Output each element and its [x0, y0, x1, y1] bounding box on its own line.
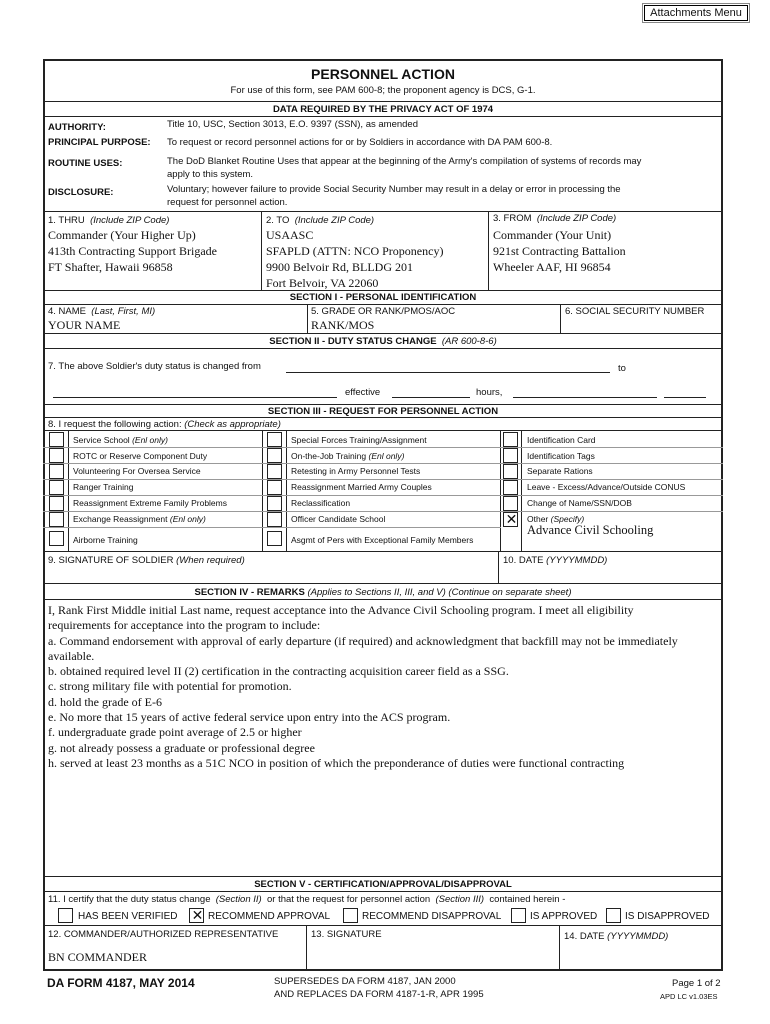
grade-field[interactable]: RANK/MOS	[311, 318, 375, 332]
option-label: Reassignment Married Army Couples	[291, 482, 432, 492]
request-line: 8. I request the following action: (Check as appropriate)	[48, 419, 281, 430]
checkbox-recommend-approval[interactable]	[189, 908, 204, 923]
page-number: Page 1 of 2	[672, 978, 721, 989]
remarks-line: requirements for acceptance into the program to include:	[48, 618, 321, 633]
soldier-signature-field[interactable]	[48, 567, 488, 581]
check-mark	[504, 497, 519, 512]
ssn-label: 6. SOCIAL SECURITY NUMBER	[565, 306, 705, 317]
from-line: Commander (Your Unit)	[493, 228, 612, 242]
remarks-line: h. served at least 23 months as a 51C NCO in position of which the preponderance of duties were functional contracting	[48, 755, 625, 770]
ssn-field[interactable]	[565, 318, 715, 332]
effective-year-field[interactable]	[664, 397, 706, 398]
section1-header: SECTION I - PERSONAL IDENTIFICATION	[289, 292, 477, 303]
checkbox-leave[interactable]	[503, 480, 518, 495]
checkbox-separate-rations[interactable]	[503, 464, 518, 479]
option-label: Asgmt of Pers with Exceptional Family Members	[291, 535, 474, 545]
name-label: 4. NAME (Last, First, MI)	[48, 306, 156, 317]
checkbox-verified[interactable]	[58, 908, 73, 923]
checkbox-change-name[interactable]	[503, 496, 518, 511]
checkbox-retesting[interactable]	[267, 464, 282, 479]
from-address[interactable]	[493, 227, 626, 275]
remarks-line: b. obtained required level II (2) certification in the contracting acquisition career field as a SSG.	[48, 664, 509, 679]
from-label: 3. FROM (Include ZIP Code)	[493, 213, 617, 224]
checkbox-disapproved[interactable]	[606, 908, 621, 923]
remarks-line: available.	[48, 648, 95, 663]
privacy-header: DATA REQUIRED BY THE PRIVACY ACT OF 1974	[272, 104, 494, 115]
check-mark	[50, 481, 65, 496]
check-mark	[268, 513, 283, 528]
checkbox-married-couples[interactable]	[267, 480, 282, 495]
other-specify-field[interactable]: Advance Civil Schooling	[527, 523, 654, 537]
attachments-menu-button[interactable]: Attachments Menu	[644, 5, 748, 21]
check-mark	[344, 909, 359, 924]
option-label: Reclassification	[291, 498, 351, 508]
name-field[interactable]: YOUR NAME	[48, 318, 121, 332]
checkbox-other[interactable]	[503, 512, 518, 527]
commander-label: 12. COMMANDER/AUTHORIZED REPRESENTATIVE	[48, 929, 279, 940]
remarks-line: g. not already possess a graduate or professional degree	[48, 740, 315, 755]
option-label: Special Forces Training/Assignment	[291, 435, 427, 445]
check-mark	[504, 449, 519, 464]
from-line: 921st Contracting Battalion	[493, 244, 626, 258]
option-label: On-the-Job Training (Enl only)	[291, 451, 405, 461]
check-mark	[268, 481, 283, 496]
thru-line: 413th Contracting Support Brigade	[48, 244, 217, 258]
check-mark	[50, 433, 65, 448]
disclosure-label: DISCLOSURE:	[48, 187, 114, 198]
checkbox-exchange-reassignment[interactable]	[49, 512, 64, 527]
check-mark: ✕	[505, 512, 518, 528]
to-line: 9900 Belvoir Rd, BLLDG 201	[266, 260, 413, 274]
form-title: PERSONNEL ACTION	[311, 66, 455, 82]
certify-line: 11. I certify that the duty status change (Section II) or that the request for personnel action (Section III) contained herein -	[48, 894, 566, 905]
checkbox-airborne-training[interactable]	[49, 531, 64, 546]
remarks-line: a. Command endorsement with approval of early departure (if required) and acknowledgment that backfill may not be immediately	[48, 633, 678, 648]
check-mark	[50, 497, 65, 512]
form-id: DA FORM 4187, MAY 2014	[47, 976, 195, 990]
supersedes-line-1: SUPERSEDES DA FORM 4187, JAN 2000	[274, 976, 456, 987]
authority-label: AUTHORITY:	[48, 122, 106, 133]
remarks-field[interactable]	[48, 603, 718, 771]
section3-header: SECTION III - REQUEST FOR PERSONNEL ACTION	[267, 406, 499, 417]
thru-line: FT Shafter, Hawaii 96858	[48, 260, 173, 274]
soldier-date-field[interactable]	[503, 567, 713, 581]
to-line: USAASC	[266, 228, 314, 242]
checkbox-id-tags[interactable]	[503, 448, 518, 463]
to-status-field[interactable]	[53, 397, 337, 398]
to-word: to	[618, 363, 626, 374]
check-mark	[50, 465, 65, 480]
checkbox-exceptional-family[interactable]	[267, 531, 282, 546]
purpose-text: To request or record personnel actions for or by Soldiers in accordance with DA PAM 600-8.	[167, 137, 553, 148]
check-mark	[50, 532, 65, 547]
soldier-signature-label: 9. SIGNATURE OF SOLDIER (When required)	[48, 555, 245, 566]
supersedes-line-2: AND REPLACES DA FORM 4187-1-R, APR 1995	[274, 989, 484, 1000]
option-label: Identification Tags	[527, 451, 595, 461]
check-mark: ✕	[191, 908, 204, 924]
signature-field[interactable]	[311, 942, 551, 968]
soldier-date-label: 10. DATE (YYYYMMDD)	[503, 555, 608, 566]
checkbox-ranger-training[interactable]	[49, 480, 64, 495]
hours-word: hours,	[476, 387, 503, 398]
check-mark	[504, 481, 519, 496]
checkbox-ocs[interactable]	[267, 512, 282, 527]
remarks-line: I, Rank First Middle initial Last name, request acceptance into the Advance Civil Schooling program. I meet all eligibility	[48, 603, 634, 617]
to-line: SFAPLD (ATTN: NCO Proponency)	[266, 244, 444, 258]
checkbox-id-card[interactable]	[503, 432, 518, 447]
thru-label: 1. THRU (Include ZIP Code)	[48, 215, 170, 226]
option-label: Separate Rations	[527, 466, 593, 476]
check-mark	[50, 513, 65, 528]
thru-address[interactable]	[48, 227, 217, 275]
check-mark	[59, 909, 74, 924]
routine-text-1: The DoD Blanket Routine Uses that appear at the beginning of the Army's compilation of systems of records may	[167, 156, 642, 167]
checkbox-rotc[interactable]	[49, 448, 64, 463]
to-line: Fort Belvoir, VA 22060	[266, 276, 379, 290]
purpose-label: PRINCIPAL PURPOSE:	[48, 137, 151, 148]
date-field[interactable]	[564, 944, 714, 966]
section5-header: SECTION V - CERTIFICATION/APPROVAL/DISAPPROVAL	[254, 879, 512, 890]
commander-field[interactable]: BN COMMANDER	[48, 950, 148, 964]
effective-date-field[interactable]	[513, 397, 657, 398]
option-label: Exchange Reassignment (Enl only)	[73, 514, 206, 524]
form-subtitle: For use of this form, see PAM 600-8; the proponent agency is DCS, G-1.	[230, 85, 536, 96]
remarks-line: f. undergraduate grade point average of 2.5 or higher	[48, 725, 302, 740]
check-mark	[268, 532, 283, 547]
routine-label: ROUTINE USES:	[48, 158, 123, 169]
effective-time-field[interactable]	[392, 397, 470, 398]
option-label: Change of Name/SSN/DOB	[527, 498, 632, 508]
disapproved-label: IS DISAPPROVED	[625, 911, 710, 922]
effective-word: effective	[345, 387, 381, 398]
checkbox-reclassification[interactable]	[267, 496, 282, 511]
from-status-field[interactable]	[286, 372, 610, 373]
check-mark	[268, 449, 283, 464]
duty-status-line: 7. The above Soldier's duty status is changed from	[48, 361, 261, 372]
checkbox-service-school[interactable]	[49, 432, 64, 447]
recommend-approval-label: RECOMMEND APPROVAL	[208, 911, 331, 922]
version-label: APD LC v1.03ES	[660, 992, 718, 1001]
disclosure-text-2: request for personnel action.	[167, 197, 288, 208]
check-mark	[50, 449, 65, 464]
option-label: Officer Candidate School	[291, 514, 386, 524]
option-label: Identification Card	[527, 435, 596, 445]
option-label: Ranger Training	[73, 482, 134, 492]
checkbox-ojt[interactable]	[267, 448, 282, 463]
option-label: Retesting in Army Personnel Tests	[291, 466, 421, 476]
signature-label: 13. SIGNATURE	[311, 929, 382, 940]
remarks-line: e. No more that 15 years of active federal service upon entry into the ACS program.	[48, 710, 451, 725]
section4-header: SECTION IV - REMARKS (Applies to Sections II, III, and V) (Continue on separate sheet)	[194, 587, 572, 598]
to-label: 2. TO (Include ZIP Code)	[266, 215, 375, 226]
check-mark	[504, 433, 519, 448]
option-label: Leave - Excess/Advance/Outside CONUS	[527, 482, 686, 492]
verified-label: HAS BEEN VERIFIED	[78, 911, 178, 922]
check-mark	[607, 909, 622, 924]
approved-label: IS APPROVED	[530, 911, 598, 922]
check-mark	[268, 433, 283, 448]
section2-header: SECTION II - DUTY STATUS CHANGE (AR 600-8-6)	[269, 336, 497, 347]
checkbox-recommend-disapproval[interactable]	[343, 908, 358, 923]
check-mark	[268, 465, 283, 480]
option-label: Volunteering For Oversea Service	[73, 466, 201, 476]
date-label: 14. DATE (YYYYMMDD)	[564, 931, 669, 942]
remarks-line: d. hold the grade of E-6	[48, 694, 162, 709]
routine-text-2: apply to this system.	[167, 169, 254, 180]
option-label: Airborne Training	[73, 535, 138, 545]
authority-text: Title 10, USC, Section 3013, E.O. 9397 (SSN), as amended	[167, 119, 418, 130]
option-label: Other (Specify)	[527, 514, 585, 524]
check-mark	[504, 465, 519, 480]
checkbox-special-forces[interactable]	[267, 432, 282, 447]
remarks-line: c. strong military file with potential for promotion.	[48, 679, 292, 694]
grade-label: 5. GRADE OR RANK/PMOS/AOC	[311, 306, 456, 317]
disclosure-text-1: Voluntary; however failure to provide Social Security Number may result in a delay or error in processing the	[167, 184, 621, 195]
checkbox-oversea-service[interactable]	[49, 464, 64, 479]
to-address[interactable]	[266, 227, 443, 291]
option-label: Service School (Enl only)	[73, 435, 168, 445]
checkbox-reassignment-family[interactable]	[49, 496, 64, 511]
check-mark	[268, 497, 283, 512]
checkbox-approved[interactable]	[511, 908, 526, 923]
check-mark	[512, 909, 527, 924]
recommend-disapproval-label: RECOMMEND DISAPPROVAL	[362, 911, 502, 922]
option-label: Reassignment Extreme Family Problems	[73, 498, 227, 508]
thru-line: Commander (Your Higher Up)	[48, 228, 196, 242]
option-label: ROTC or Reserve Component Duty	[73, 451, 208, 461]
from-line: Wheeler AAF, HI 96854	[493, 260, 611, 274]
